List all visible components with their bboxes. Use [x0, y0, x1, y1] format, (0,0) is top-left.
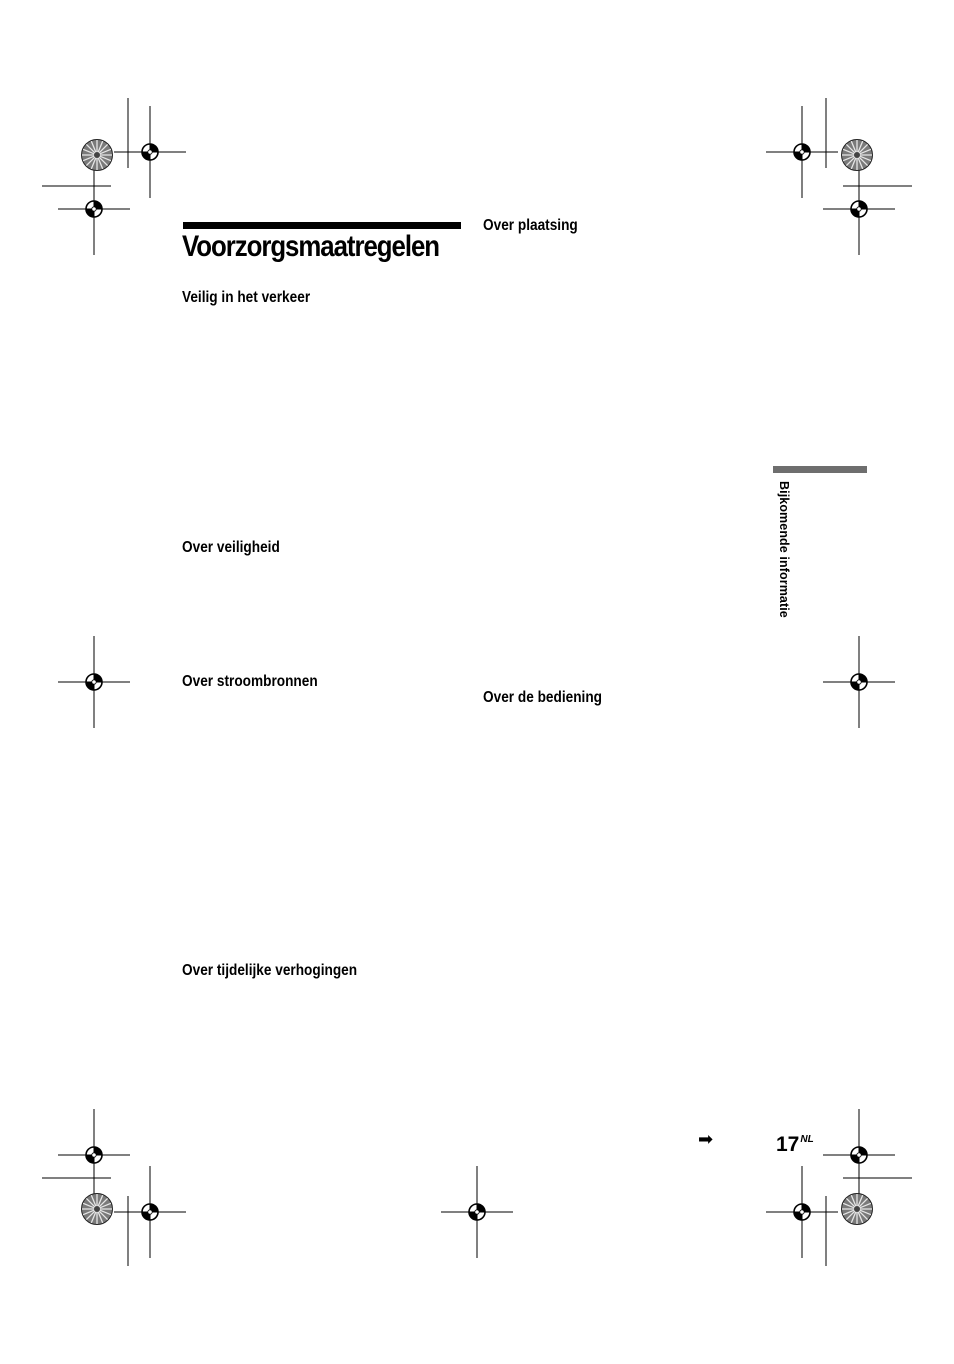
heading-veilig-in-het-verkeer: Veilig in het verkeer — [182, 289, 311, 306]
starburst-target-icon — [82, 140, 873, 1225]
heading-over-veiligheid: Over veiligheid — [182, 539, 280, 556]
page-number-value: 17 — [776, 1133, 800, 1156]
heading-over-de-bediening: Over de bediening — [483, 689, 603, 706]
heading-over-tijdelijke-verhogingen: Over tijdelijke verhogingen — [182, 962, 358, 979]
crosshair-registration-icon — [58, 106, 895, 1258]
page-number-suffix: NL — [800, 1134, 814, 1145]
heading-over-stroombronnen: Over stroombronnen — [182, 673, 318, 690]
arrow-right-icon: ➡ — [698, 1129, 714, 1149]
heading-over-plaatsing: Over plaatsing — [483, 217, 578, 234]
page-title: Voorzorgsmaatregelen — [182, 230, 440, 263]
side-tab-label: Bijkomende informatie — [777, 481, 791, 618]
